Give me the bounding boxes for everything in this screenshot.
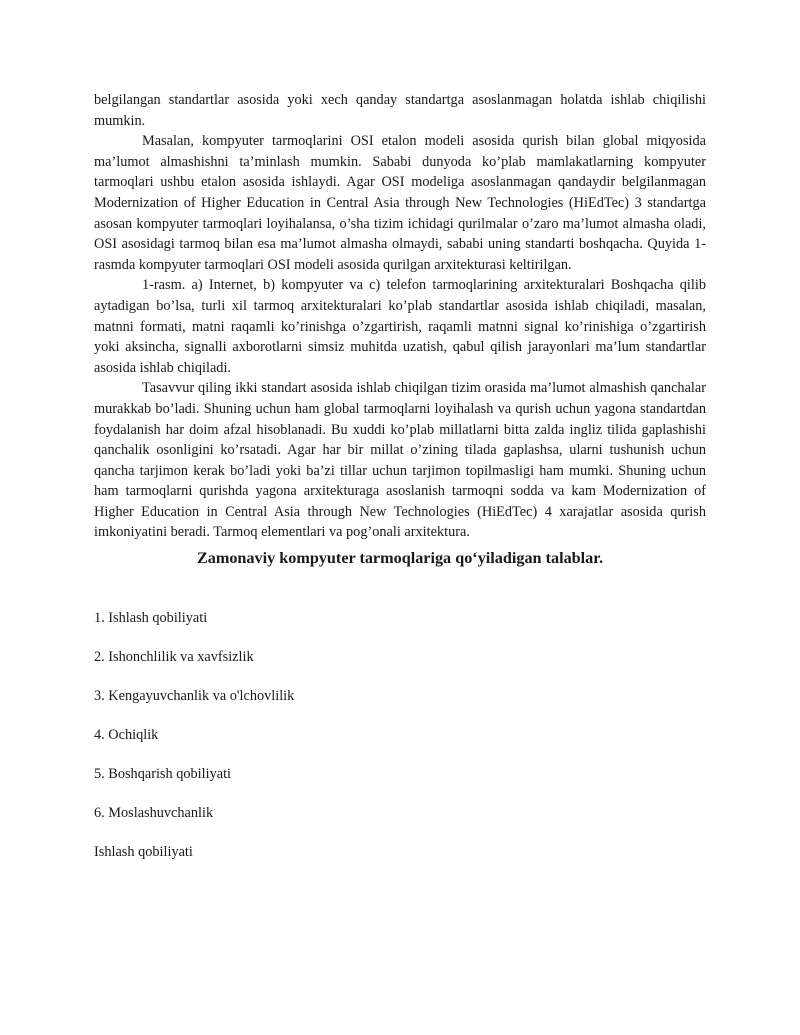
list-item: 5. Boshqarish qobiliyati bbox=[94, 766, 232, 783]
paragraph-standards: Tasavvur qiling ikki standart asosida ishlab chiqilgan tizim orasida ma’lumot almashish qanchalar murakkab bo’ladi. Shuning uchun ham global tarmoqlarni loyihalash va qurish uchun yagona standartdan foydalanish har doim afzal hisoblanadi. Bu xuddi ko’plab millatlarni bitta zalda ingliz tilida gaplashishi qanchalik osonligini ko’rsatadi. Agar har bir millat o’zining tilada gaplashsa, ularni tushunish uchun qancha tarjimon kerak bo’ladi yoki ba’zi tillar uchun tarjimon topilmasligi ham mumki. Shuning uchun ham tarmoqlarni qurishda yagona arxitekturaga asoslanish tarmoqni sodda va kam Modernization of Higher Education in Central Asia through New Technologies (HiEdTec) 4 xarajatlar asosida qurish imkoniyatini beradi. Tarmoq elementlari va pog’onali arxitektura. bbox=[94, 380, 706, 541]
paragraph-figure-caption: 1-rasm. a) Internet, b) kompyuter va c) telefon tarmoqlarining arxitekturalari Boshqacha qilib aytadigan bo’lsa, turli xil tarmoq arxitekturalari ko’plab standartlar asosida ishlab chiqiladi, masalan, matnni formati, matni raqamli ko’rinishga o’zgartirish, raqamli matnni signal ko’rinishiga o’zgartirish yoki aksincha, signalli axborotlarni simsiz muhitda uzatish, qabul qilish jarayonlari ma’lum standartlar asosida ishlab chiqiladi. bbox=[94, 277, 706, 376]
list-item: 6. Moslashuvchanlik bbox=[94, 805, 214, 822]
requirements-list bbox=[94, 608, 706, 823]
list-item: 1. Ishlash qobiliyati bbox=[94, 610, 208, 627]
section-heading: Zamonaviy kompyuter tarmoqlariga qo‘yiladigan talablar. bbox=[196, 549, 604, 568]
document-page bbox=[94, 90, 706, 862]
paragraph-osi-example: Masalan, kompyuter tarmoqlarini OSI etalon modeli asosida qurish bilan global miqyosida ma’lumot almashishni ta’minlash mumkin. Sababi dunyoda ko’plab mamlakatlarning kompyuter tarmoqlari ushbu etalon asosida ishlaydi. Agar OSI modeliga asoslanmagan qandaydir belgilanmagan Modernization of Higher Education in Central Asia through New Technologies (HiEdTec) 3 standartga asosan kompyuter tarmoqlari loyihalansa, o’sha tizim ichidagi qurilmalar o’zaro ma’lumot almasha oladi, OSI asosidagi tarmoq bilan esa ma’lumot almasha olmaydi, sababi uning standarti boshqacha. Quyida 1-rasmda kompyuter tarmoqlari OSI modeli asosida qurilgan arxitekturasi keltirilgan. bbox=[94, 133, 706, 273]
paragraph-continuation: belgilangan standartlar asosida yoki xech qanday standartga asoslanmagan holatda ishlab chiqilishi mumkin. bbox=[94, 92, 706, 129]
list-item: 2. Ishonchlilik va xavfsizlik bbox=[94, 649, 254, 666]
list-item: 3. Kengayuvchanlik va o'lchovlilik bbox=[94, 688, 295, 705]
subsection-title: Ishlash qobiliyati bbox=[94, 844, 193, 861]
list-item: 4. Ochiqlik bbox=[94, 727, 159, 744]
